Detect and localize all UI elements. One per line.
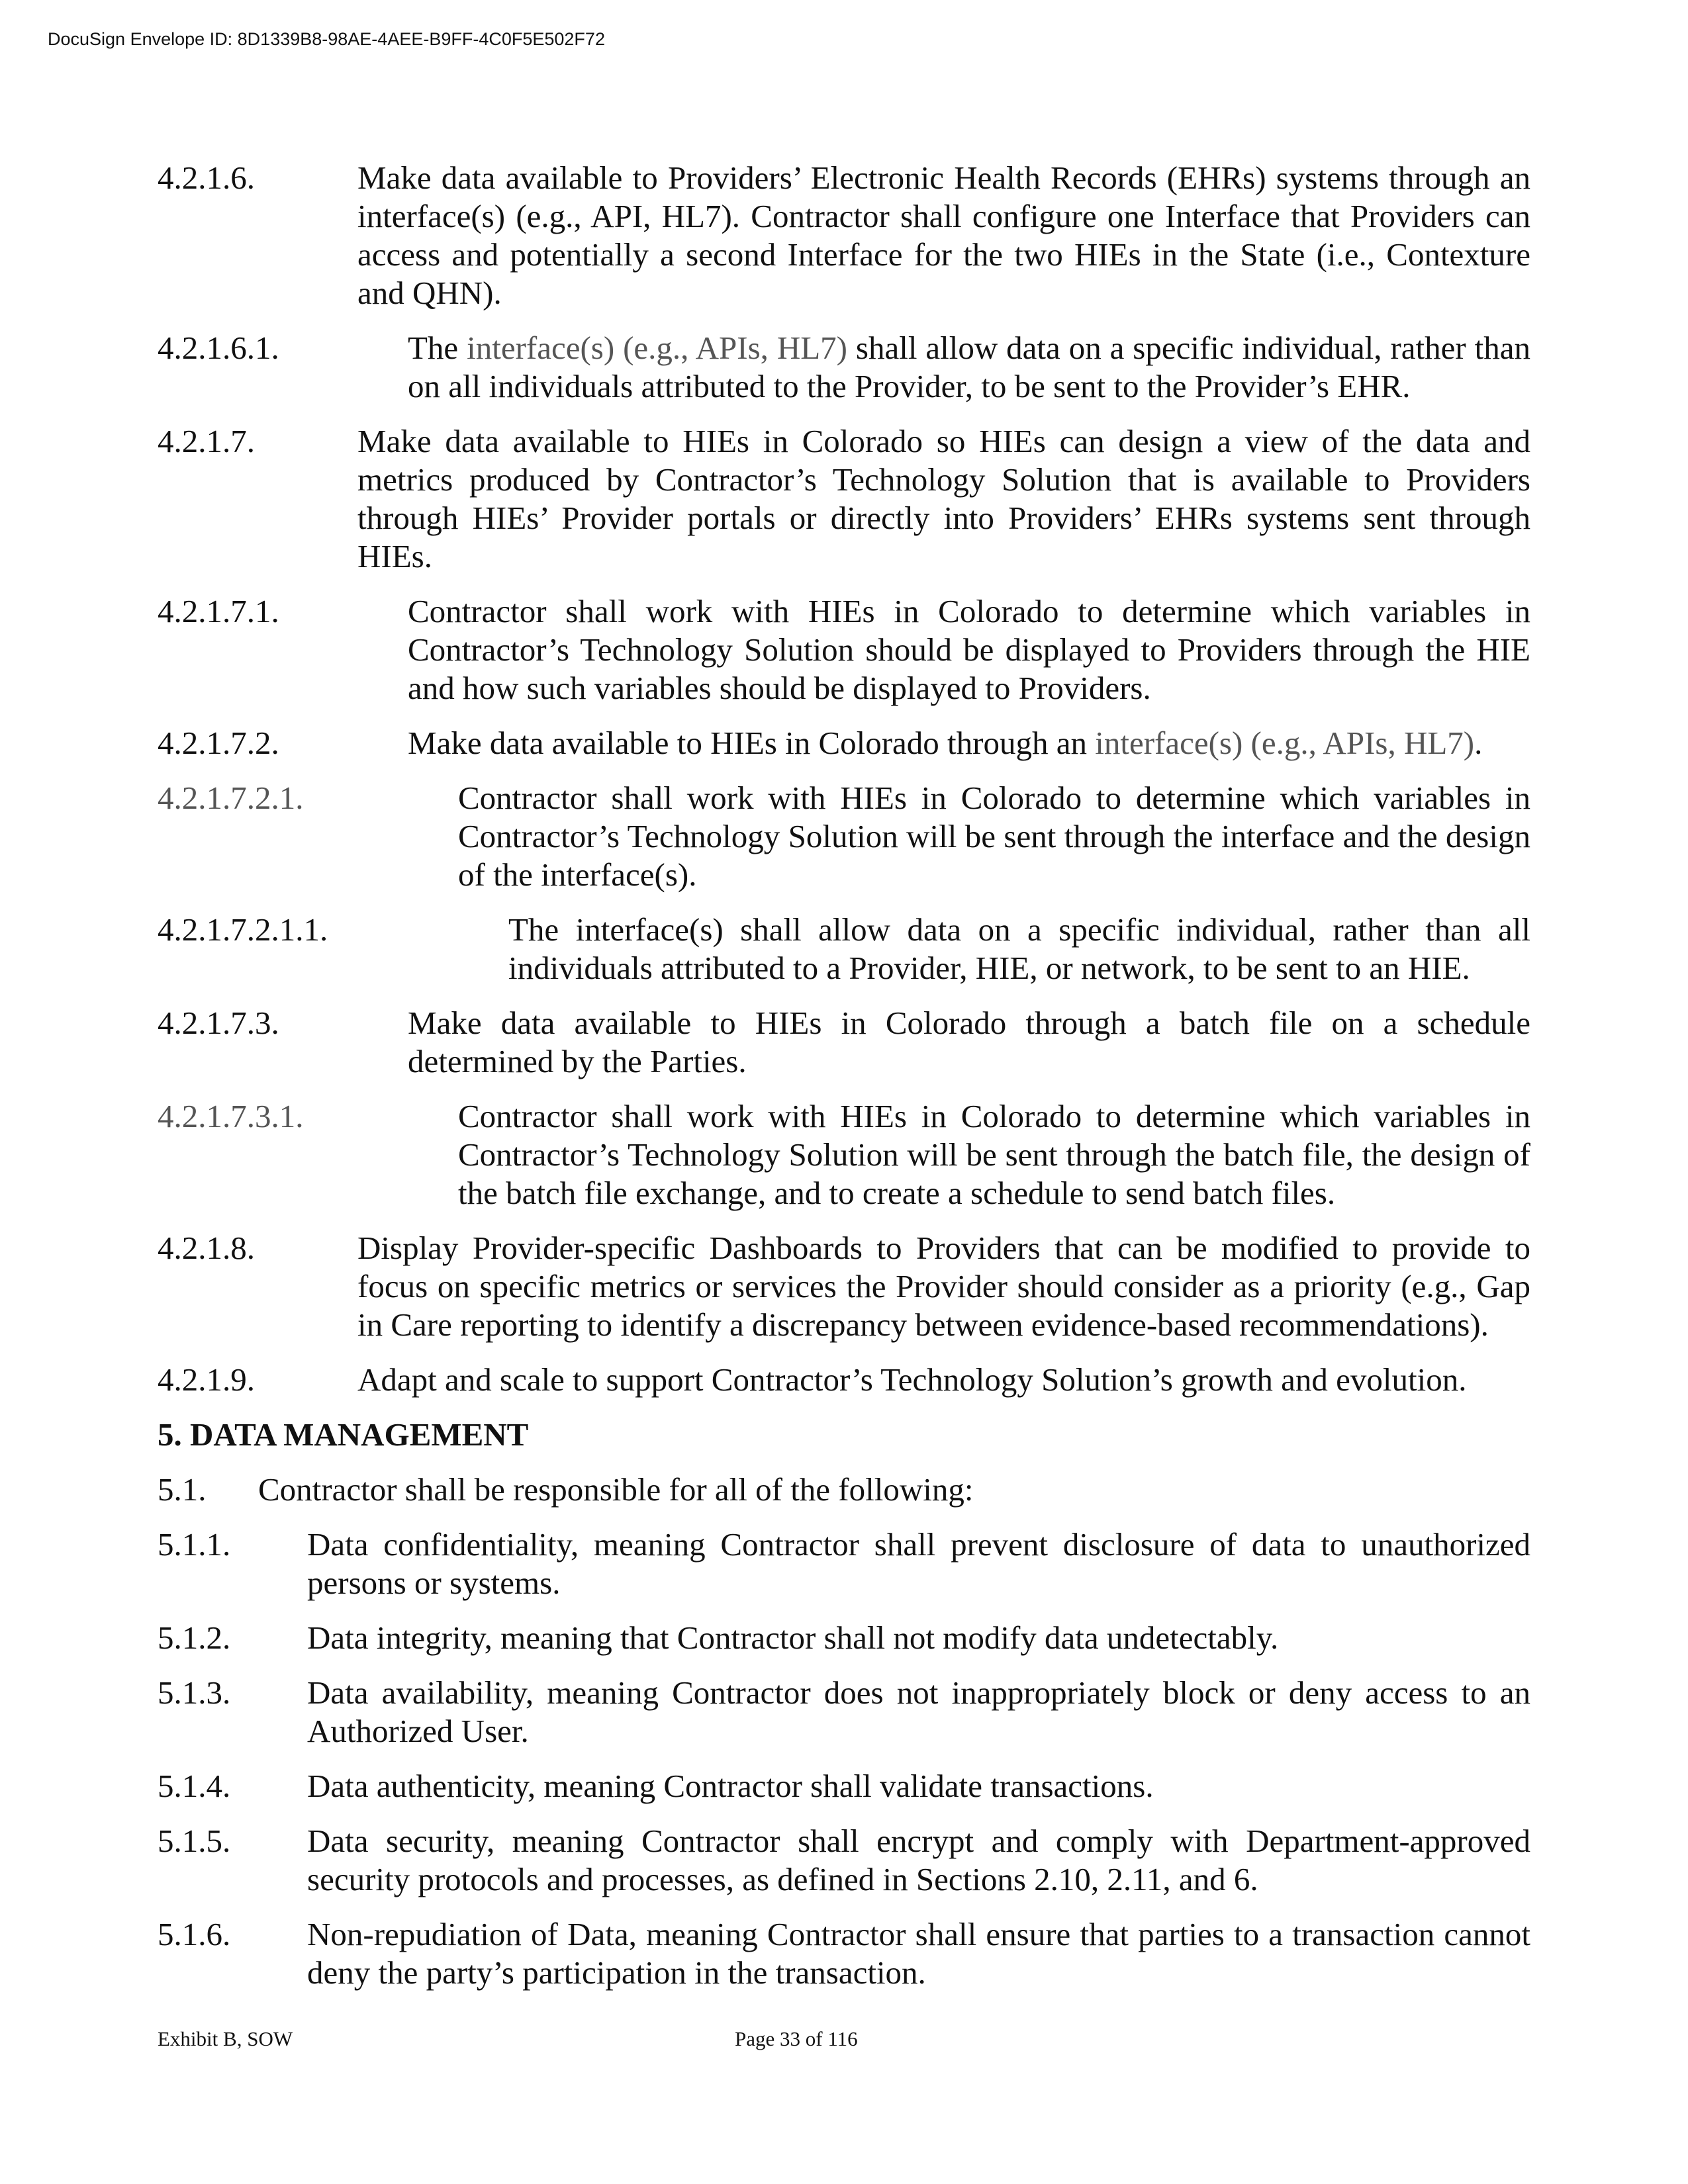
clause-4-2-1-7-2-1 bbox=[158, 779, 1530, 894]
clause-number: 4.2.1.7.2.1. bbox=[158, 780, 304, 816]
clause-text: Contractor shall be responsible for all of the following: bbox=[258, 1471, 974, 1508]
clause-number: 5.1.3. bbox=[158, 1674, 231, 1711]
clause-text: Make data available to HIEs in Colorado so HIEs can design a view of the data and metrics produced by Contractor’s Technology Solution that is available to Providers through HIEs’ Provider portals or directly into Providers’ EHRs systems sent through HIEs. bbox=[357, 423, 1530, 574]
clause-4-2-1-7 bbox=[158, 422, 1530, 576]
clause-5-1-2 bbox=[158, 1619, 1530, 1657]
clause-text: Adapt and scale to support Contractor’s Technology Solution’s growth and evolution. bbox=[357, 1361, 1467, 1398]
clause-number: 5.1.6. bbox=[158, 1916, 231, 1952]
clause-4-2-1-7-3-1 bbox=[158, 1097, 1530, 1212]
clause-number: 4.2.1.9. bbox=[158, 1361, 255, 1398]
clause-text: Data confidentiality, meaning Contractor shall prevent disclosure of data to unauthorized persons or systems. bbox=[307, 1526, 1530, 1601]
clause-text: Display Provider-specific Dashboards to Providers that can be modified to provide to focus on specific metrics or services the Provider should consider as a priority (e.g., Gap in Care reporting to identify a discrepancy between evidence-based recommendations). bbox=[357, 1230, 1530, 1343]
clause-4-2-1-7-1 bbox=[158, 592, 1530, 707]
clause-number: 4.2.1.7.3. bbox=[158, 1005, 279, 1041]
footer-page-number: Page 33 of 116 bbox=[735, 2027, 858, 2050]
clause-4-2-1-7-2 bbox=[158, 724, 1530, 762]
clause-text: Data integrity, meaning that Contractor shall not modify data undetectably. bbox=[307, 1619, 1279, 1656]
clause-4-2-1-8 bbox=[158, 1229, 1530, 1344]
clause-4-2-1-6-1 bbox=[158, 329, 1530, 406]
clause-number: 4.2.1.7.3.1. bbox=[158, 1098, 304, 1134]
clause-text: Contractor shall work with HIEs in Colorado to determine which variables in Contractor’s Technology Solution will be sent through the batch file, the design of the batch file exchange, and to create a schedule to send batch files. bbox=[458, 1098, 1530, 1211]
clause-number: 4.2.1.7.2.1.1. bbox=[158, 911, 328, 948]
clause-text: The interface(s) (e.g., APIs, HL7) shall allow data on a specific individual, rather than on all individuals attributed to the Provider, to be sent to the Provider’s EHR. bbox=[408, 330, 1530, 404]
clause-text: Make data available to Providers’ Electronic Health Records (EHRs) systems through an interface(s) (e.g., API, HL7). Contractor shall configure one Interface that Providers can access and potentially a second Interface for the two HIEs in the State (i.e., Contexture and QHN). bbox=[357, 159, 1530, 311]
clause-5-1 bbox=[158, 1471, 1530, 1509]
clause-4-2-1-6 bbox=[158, 159, 1530, 312]
envelope-id: DocuSign Envelope ID: 8D1339B8-98AE-4AEE-B9FF-4C0F5E502F72 bbox=[48, 29, 605, 49]
clause-number: 5.1.1. bbox=[158, 1526, 231, 1563]
clause-text: Data security, meaning Contractor shall encrypt and comply with Department-approved security protocols and processes, as defined in Sections 2.10, 2.11, and 6. bbox=[307, 1823, 1530, 1897]
clause-number: 5.1.2. bbox=[158, 1619, 231, 1656]
clause-text: Make data available to HIEs in Colorado through a batch file on a schedule determined by the Parties. bbox=[408, 1005, 1530, 1079]
document-body bbox=[158, 159, 1530, 2009]
clause-text: Contractor shall work with HIEs in Colorado to determine which variables in Contractor’s Technology Solution will be sent through the interface and the design of the interface(s). bbox=[458, 780, 1530, 893]
clause-number: 4.2.1.8. bbox=[158, 1230, 255, 1266]
clause-4-2-1-7-3 bbox=[158, 1004, 1530, 1081]
clause-5-1-5 bbox=[158, 1822, 1530, 1899]
clause-number: 4.2.1.7. bbox=[158, 423, 255, 459]
clause-number: 4.2.1.6.1. bbox=[158, 330, 279, 366]
clause-text: The interface(s) shall allow data on a specific individual, rather than all individuals attributed to a Provider, HIE, or network, to be sent to an HIE. bbox=[508, 911, 1530, 986]
clause-5-1-1 bbox=[158, 1525, 1530, 1602]
clause-4-2-1-9 bbox=[158, 1361, 1530, 1399]
clause-text: Contractor shall work with HIEs in Colorado to determine which variables in Contractor’s Technology Solution should be displayed to Providers through the HIE and how such variables should be displayed to Providers. bbox=[408, 593, 1530, 706]
clause-number: 4.2.1.7.2. bbox=[158, 725, 279, 761]
clause-text: Data authenticity, meaning Contractor shall validate transactions. bbox=[307, 1768, 1154, 1804]
clause-number: 4.2.1.7.1. bbox=[158, 593, 279, 629]
section-heading: 5. DATA MANAGEMENT bbox=[158, 1416, 529, 1453]
clause-text: Make data available to HIEs in Colorado through an interface(s) (e.g., APIs, HL7). bbox=[408, 725, 1483, 761]
footer-exhibit-label: Exhibit B, SOW bbox=[158, 2027, 293, 2050]
clause-text: Non-repudiation of Data, meaning Contractor shall ensure that parties to a transaction cannot deny the party’s participation in the transaction. bbox=[307, 1916, 1530, 1991]
clause-number: 4.2.1.6. bbox=[158, 159, 255, 196]
clause-5-1-6 bbox=[158, 1915, 1530, 1992]
clause-number: 5.1. bbox=[158, 1471, 207, 1508]
clause-5-1-4 bbox=[158, 1767, 1530, 1805]
clause-number: 5.1.5. bbox=[158, 1823, 231, 1859]
clause-number: 5.1.4. bbox=[158, 1768, 231, 1804]
clause-5-1-3 bbox=[158, 1674, 1530, 1751]
clause-4-2-1-7-2-1-1 bbox=[158, 911, 1530, 987]
clause-text: Data availability, meaning Contractor does not inappropriately block or deny access to an Authorized User. bbox=[307, 1674, 1530, 1749]
